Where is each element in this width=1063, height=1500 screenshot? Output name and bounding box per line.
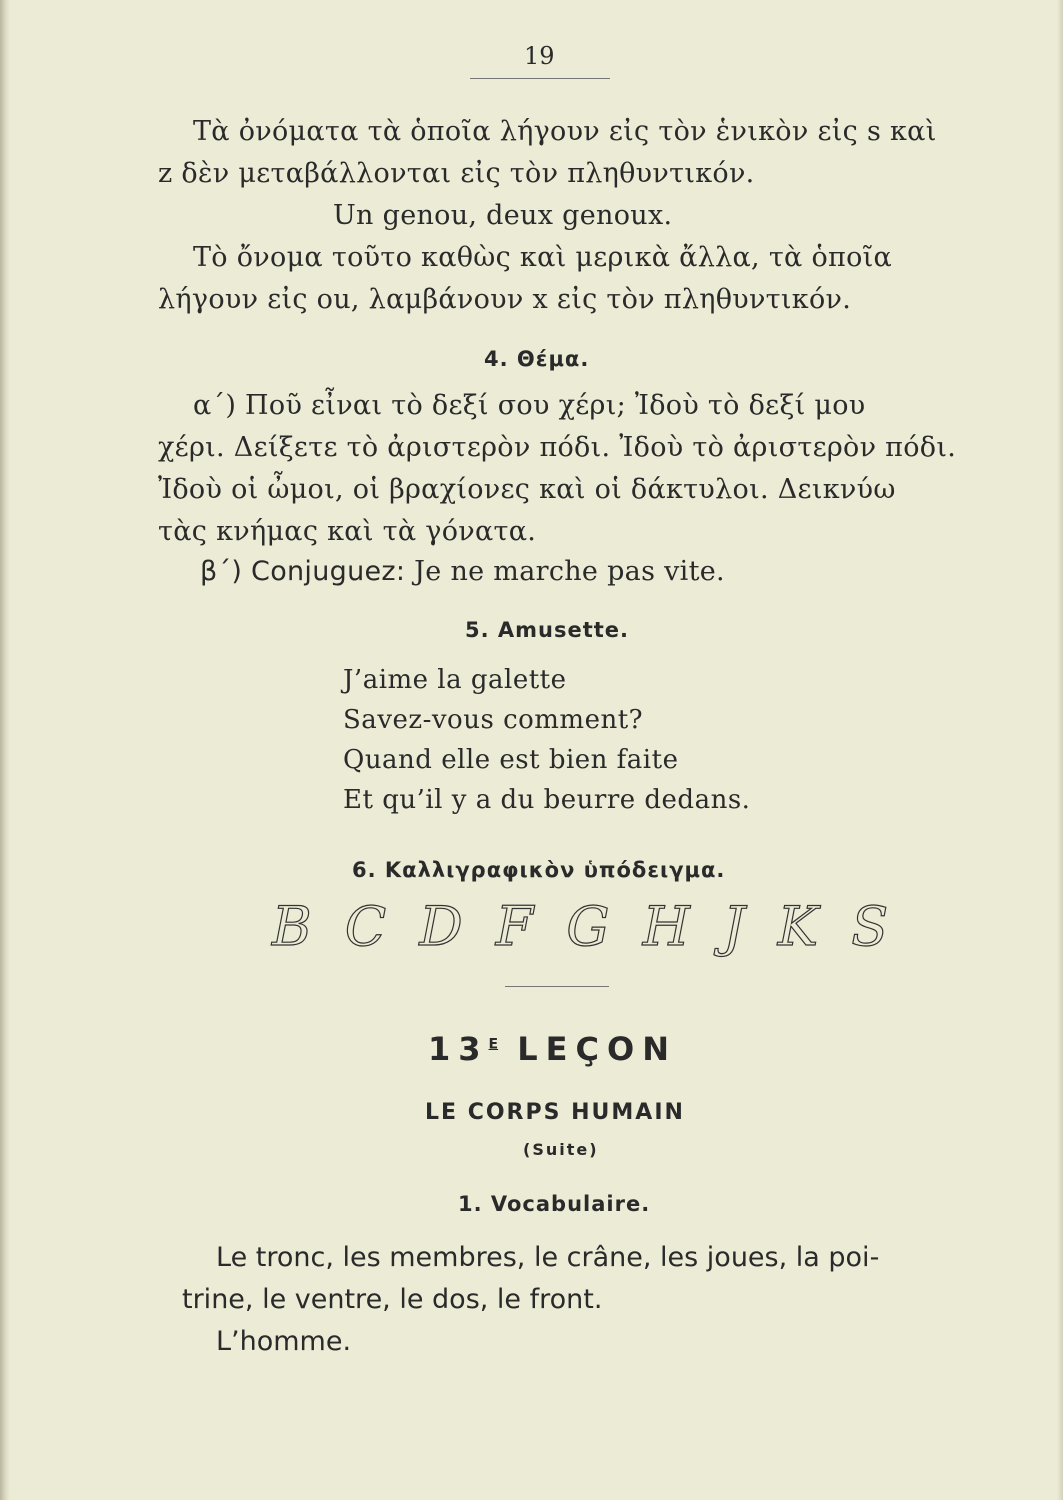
lesson-title bbox=[428, 1030, 677, 1068]
page-right-edge bbox=[1057, 0, 1063, 1500]
section-4-b-line bbox=[200, 556, 725, 587]
section-divider bbox=[505, 986, 609, 987]
intro-line-4: λήγουν εἰς ou, λαμβάνουν x εἰς τὸν πληθυντικόν. bbox=[158, 284, 852, 315]
vocabulary-heading: 1. Vocabulaire. bbox=[458, 1192, 651, 1216]
page-number: 19 bbox=[524, 42, 555, 70]
poem-line-2: Savez-vous comment? bbox=[343, 705, 644, 735]
vocabulary-line-3: L’homme. bbox=[216, 1326, 352, 1357]
vocabulary-line-1: Le tronc, les membres, le crâne, les joues, la poi- bbox=[216, 1242, 880, 1273]
poem-line-3: Quand elle est bien faite bbox=[343, 745, 679, 775]
lesson-suite: (Suite) bbox=[523, 1140, 599, 1159]
lesson-number: 13 bbox=[428, 1030, 489, 1068]
section-4-b-prefix: β΄) Conjuguez: bbox=[200, 556, 406, 587]
section-4-a-line-2: χέρι. Δείξετε τὸ ἀριστερὸν πόδι. Ἰδοὺ τὸ ἀριστερὸν πόδι. bbox=[158, 432, 957, 463]
lesson-subtitle: LE CORPS HUMAIN bbox=[425, 1100, 685, 1125]
section-5-heading: 5. Amusette. bbox=[465, 618, 630, 642]
page-binding-edge bbox=[0, 0, 10, 1500]
intro-line-2: z δὲν μεταβάλλονται εἰς τὸν πληθυντικόν. bbox=[158, 158, 755, 189]
lesson-number-suffix: E bbox=[488, 1036, 499, 1053]
vocabulary-line-2: trine, le ventre, le dos, le front. bbox=[182, 1284, 603, 1315]
intro-line-1: Τὰ ὀνόματα τὰ ὁποῖα λήγουν εἰς τὸν ἑνικὸν εἰς s καὶ bbox=[193, 116, 937, 147]
section-4-a-line-3: Ἰδοὺ οἱ ὦμοι, οἱ βραχίονες καὶ οἱ δάκτυλοι. Δεικνύω bbox=[158, 474, 896, 505]
section-4-a-line-4: τὰς κνήμας καὶ τὰ γόνατα. bbox=[158, 516, 537, 547]
section-4-b-text: Je ne marche pas vite. bbox=[414, 556, 725, 587]
intro-example: Un genou, deux genoux. bbox=[333, 200, 673, 231]
section-4-a-line-1: α΄) Ποῦ εἶναι τὸ δεξί σου χέρι; Ἰδοὺ τὸ δεξί μου bbox=[193, 390, 866, 421]
lesson-word: LEÇON bbox=[517, 1030, 677, 1068]
poem-line-1: J’aime la galette bbox=[343, 665, 567, 695]
section-4-heading: 4. Θέμα. bbox=[484, 347, 590, 371]
intro-line-3: Τὸ ὄνομα τοῦτο καθὼς καὶ μερικὰ ἄλλα, τὰ ὁποῖα bbox=[193, 242, 893, 273]
header-rule bbox=[470, 78, 610, 79]
calligraphy-sample: B C D F G H J K S bbox=[272, 895, 897, 958]
section-6-heading: 6. Καλλιγραφικὸν ὑπόδειγμα. bbox=[352, 858, 726, 882]
poem-line-4: Et qu’il y a du beurre dedans. bbox=[343, 785, 751, 815]
